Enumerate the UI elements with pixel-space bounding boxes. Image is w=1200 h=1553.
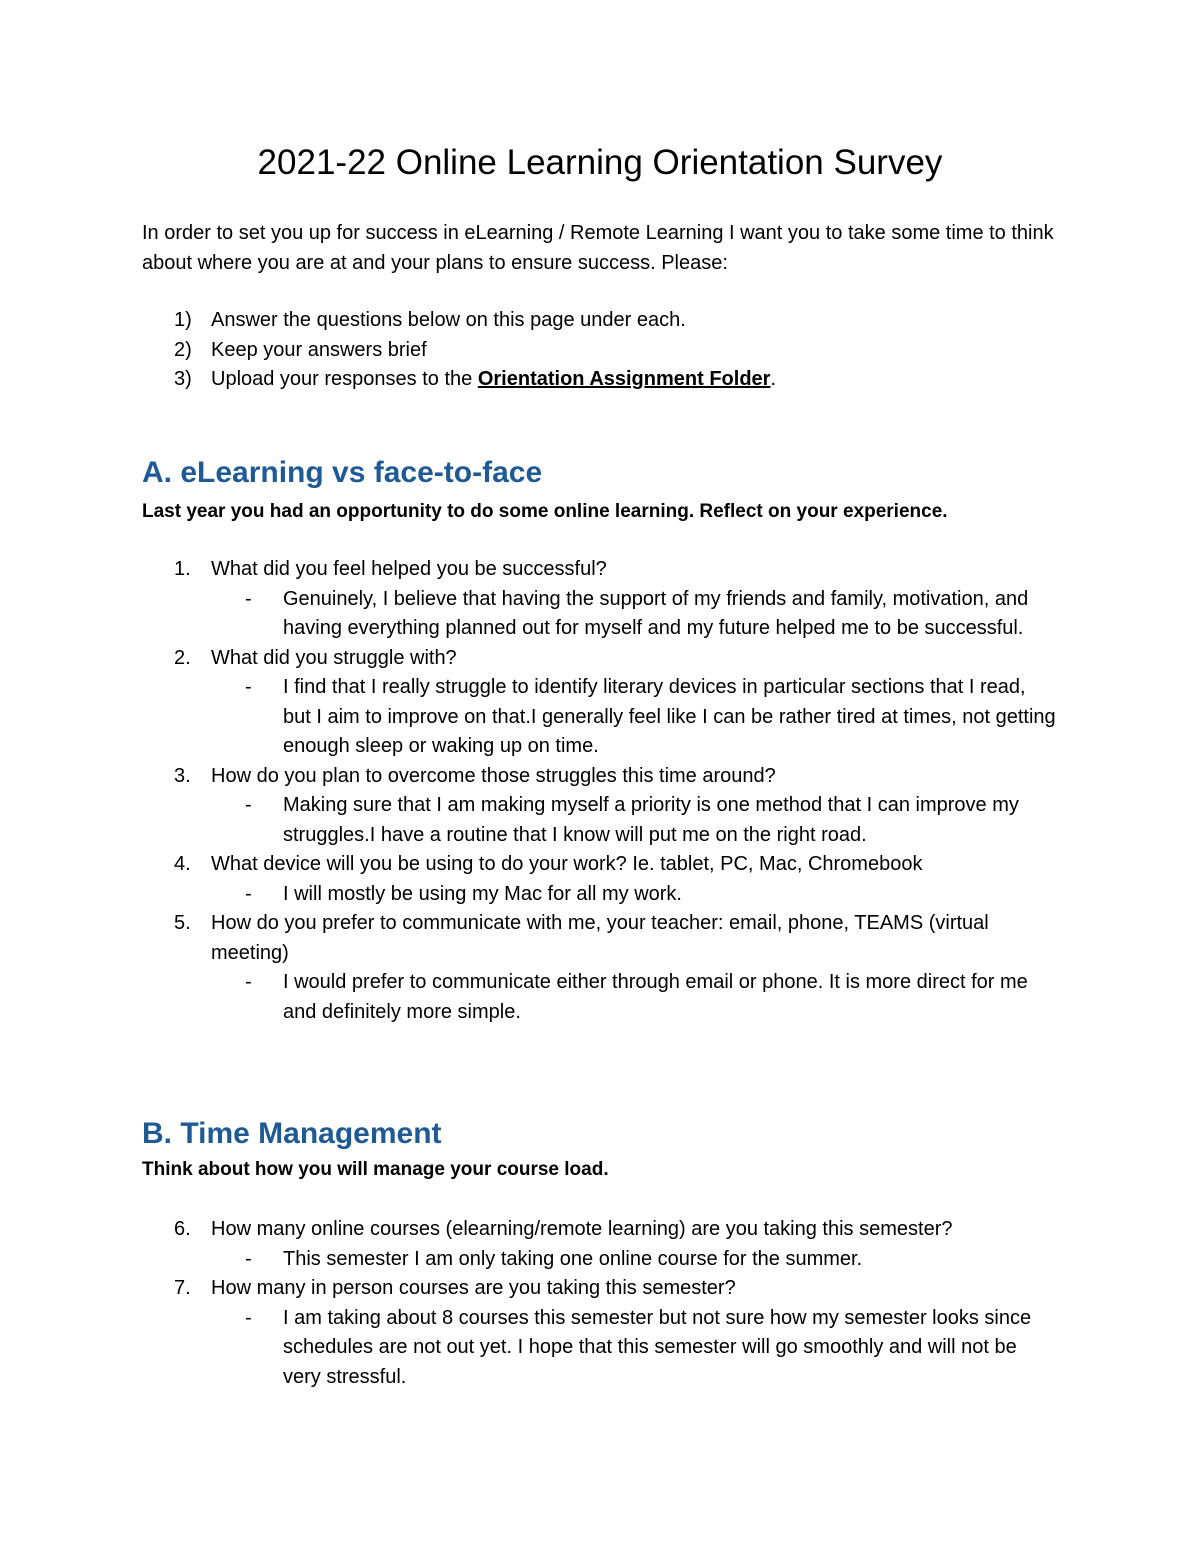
section-a-subheading: Last year you had an opportunity to do some online learning. Reflect on your experience. xyxy=(142,501,948,522)
instruction-text-end: . xyxy=(770,368,777,390)
dash-bullet: - xyxy=(245,676,252,698)
answer xyxy=(211,880,1056,910)
answer-text: Making sure that I am making myself a priority is one method that I can improve my struggles.I have a routine that I know will put me on the right road. xyxy=(283,794,1019,846)
document-title: 2021-22 Online Learning Orientation Survey xyxy=(257,143,943,182)
instruction-text: Keep your answers brief xyxy=(211,338,427,361)
dash-bullet: - xyxy=(245,1306,252,1329)
answer xyxy=(211,1304,1056,1393)
question-item xyxy=(0,909,1056,1027)
question-text: How do you plan to overcome those struggles this time around? xyxy=(211,764,776,787)
section-a-heading: A. eLearning vs face-to-face xyxy=(142,456,543,489)
question-number: 4. xyxy=(174,853,191,875)
question-item xyxy=(0,762,1056,851)
question-number: 2. xyxy=(174,646,191,669)
instruction-item xyxy=(0,336,1056,366)
instruction-item xyxy=(0,365,1056,395)
question-item xyxy=(0,1215,1056,1274)
instruction-text: Answer the questions below on this page under each. xyxy=(211,309,686,331)
question-number: 6. xyxy=(174,1218,191,1240)
question-item xyxy=(0,1274,1056,1392)
orientation-assignment-folder-link[interactable]: Orientation Assignment Folder xyxy=(477,368,771,390)
answer xyxy=(211,673,1056,762)
dash-bullet: - xyxy=(245,794,252,816)
question-text: What did you struggle with? xyxy=(211,646,457,669)
answer-text: I would prefer to communicate either through email or phone. It is more direct for me and definitely more simple. xyxy=(283,971,1028,1023)
instruction-text: Upload your responses to the xyxy=(211,368,478,390)
answer xyxy=(211,968,1056,1027)
question-item xyxy=(0,555,1056,644)
section-b-heading: B. Time Management xyxy=(142,1117,442,1150)
question-item xyxy=(0,850,1056,909)
answer-text: I will mostly be using my Mac for all my work. xyxy=(283,882,682,905)
question-number: 1. xyxy=(174,558,191,580)
answer-text: Genuinely, I believe that having the support of my friends and family, motivation, and having everything planned out for myself and my future helped me to be successful. xyxy=(283,587,1029,639)
answer-text: I am taking about 8 courses this semester but not sure how my semester looks since schedules are not out yet. I hope that this semester will go smoothly and will not be very stressful. xyxy=(283,1306,1032,1388)
dash-bullet: - xyxy=(245,882,252,905)
answer-text: This semester I am only taking one online course for the summer. xyxy=(283,1247,863,1270)
instruction-number: 1) xyxy=(174,309,192,331)
instructions-list xyxy=(0,306,1056,395)
answer xyxy=(211,585,1056,644)
section-b-questions xyxy=(0,1215,1056,1392)
instruction-number: 2) xyxy=(174,338,192,361)
dash-bullet: - xyxy=(245,1247,252,1270)
dash-bullet: - xyxy=(245,971,252,993)
question-number: 5. xyxy=(174,912,191,934)
question-item xyxy=(0,644,1056,762)
question-text: What did you feel helped you be successful? xyxy=(211,558,607,580)
answer xyxy=(211,1245,1056,1275)
question-number: 7. xyxy=(174,1277,191,1299)
instruction-item xyxy=(0,306,1056,336)
answer-text: I find that I really struggle to identify literary devices in particular sections that I read, but I aim to improve on that.I generally feel like I can be rather tired at times, not getting enough sleep or waking up on time. xyxy=(283,676,1056,757)
intro-paragraph: In order to set you up for success in eLearning / Remote Learning I want you to take some time to think about where you are at and your plans to ensure success. Please: xyxy=(142,222,1054,274)
answer xyxy=(211,791,1056,850)
question-text: How many in person courses are you taking this semester? xyxy=(211,1277,736,1299)
section-b-subheading: Think about how you will manage your course load. xyxy=(142,1159,609,1180)
instruction-number: 3) xyxy=(174,368,192,390)
question-number: 3. xyxy=(174,764,191,787)
question-text: How many online courses (elearning/remote learning) are you taking this semester? xyxy=(211,1218,953,1240)
dash-bullet: - xyxy=(245,587,252,610)
question-text: What device will you be using to do your work? Ie. tablet, PC, Mac, Chromebook xyxy=(211,853,923,875)
section-a-questions xyxy=(0,555,1056,1027)
question-text: How do you prefer to communicate with me, your teacher: email, phone, TEAMS (virtual meeting) xyxy=(211,912,989,964)
